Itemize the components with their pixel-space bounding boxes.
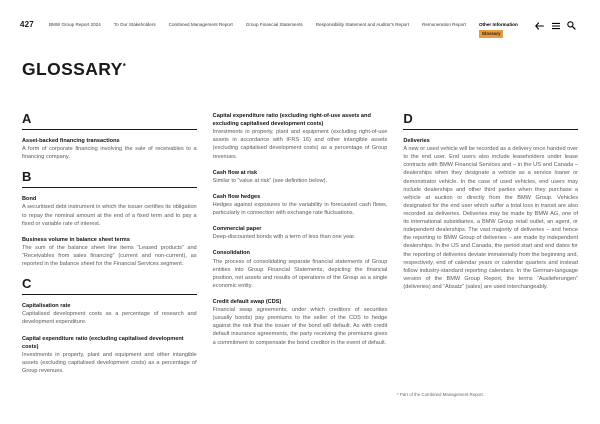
glossary-entry (213, 249, 388, 290)
page-number: 427 (20, 20, 34, 29)
entry-definition: A form of corporate financing involving the sale of receivables to a financing company. (22, 146, 197, 161)
glossary-entry (403, 137, 578, 291)
entry-definition: Deep-discounted bonds with a term of less than one year. (212, 234, 356, 241)
entry-definition: The process of consolidating separate financial statements of Group entities into Group Financial Statements, depicting the financial position, net assets and results of operations of the Group as a single economic entity. (212, 258, 388, 289)
nav-item-combined-management-report[interactable]: Combined Management Report (168, 22, 233, 28)
entry-term: Capitalisation rate (22, 303, 71, 310)
nav-item-remuneration-report[interactable]: Remuneration Report (422, 22, 466, 28)
glossary-columns (22, 112, 578, 383)
entry-definition: The sum of the balance sheet line items “Leased products” and “Receivables from sales financing” (current and non-current), as reported in the balance sheet for the Financial Services segment. (22, 244, 197, 268)
glossary-entry (213, 112, 388, 161)
entry-term: Deliveries (403, 138, 430, 144)
glossary-entry (22, 302, 197, 326)
letter-heading-c (22, 277, 197, 295)
page-title (22, 61, 126, 79)
letter-divider (22, 129, 197, 130)
glossary-entry (213, 193, 388, 217)
entry-term: Commercial paper (212, 226, 262, 233)
nav-group-other-information (479, 22, 518, 38)
glossary-entry (22, 236, 197, 268)
letter-divider (403, 129, 578, 130)
search-icon[interactable] (567, 21, 576, 30)
entry-definition: Investments in property, plant and equipment and other intangible assets (excluding capitalised development costs) as a percentage of Group revenues. (22, 351, 197, 374)
nav-item-bmw-group-report[interactable]: BMW Group Report 2024 (48, 22, 101, 28)
nav-item-other-information[interactable]: Other Information (478, 22, 518, 28)
entry-definition: Financial swap agreements, under which creditors of securities (usually bonds) pay premiums to the seller of the CDS to hedge against the risk that the issuer of the bond will default. As with credit default insurance agreements, the party receiving the premiums gives a commitment to compensate the bond creditor in the event of default. (212, 307, 388, 346)
back-arrow-icon[interactable] (535, 21, 544, 30)
glossary-entry (213, 298, 388, 347)
glossary-entry (22, 137, 197, 161)
active-section-badge[interactable]: Glossary (479, 30, 503, 38)
letter-divider (22, 294, 197, 295)
menu-icon[interactable] (551, 21, 560, 30)
entry-definition: A securitised debt instrument in which the issuer certifies its obligation to repay the nominal amount at the end of a fixed term and to pay a fixed or variable rate of interest. (22, 204, 197, 227)
page-title-text: GLOSSARY (22, 59, 123, 79)
glossary-column-1 (22, 112, 197, 383)
entry-definition: Investments in property, plant and equipment (excluding right-of-use assets in accordance with IFRS 16) and other intangible assets (excluding capitalised development costs) as a percentage of Group revenues. (212, 129, 388, 160)
letter-label: B (22, 169, 32, 185)
entry-term: Capital expenditure ratio (excluding capitalised development costs) (22, 335, 184, 350)
letter-heading-d (403, 112, 578, 130)
top-nav-bar (20, 21, 576, 38)
header-icons (535, 21, 576, 30)
glossary-entry (22, 335, 197, 376)
nav-item-group-financial-statements[interactable]: Group Financial Statements (245, 22, 303, 28)
entry-term: Cash flow at risk (212, 169, 258, 176)
nav-item-responsibility-statement[interactable]: Responsibility Statement and Auditor's Report (315, 22, 410, 28)
entry-term: Consolidation (212, 250, 250, 257)
entry-term: Bond (22, 196, 37, 203)
entry-term: Cash flow hedges (212, 193, 261, 200)
letter-heading-b (22, 170, 197, 188)
entry-definition: Similar to “value at risk” (see definition below). (212, 177, 328, 184)
letter-label: D (403, 111, 413, 126)
letter-heading-a (22, 112, 197, 130)
glossary-entry (213, 169, 388, 185)
letter-label: C (22, 276, 32, 292)
report-nav (49, 22, 518, 38)
entry-term: Capital expenditure ratio (excluding right-of-use assets and excluding capitalised development costs) (212, 113, 371, 128)
glossary-entry (22, 195, 197, 227)
entry-term: Credit default swap (CDS) (212, 298, 282, 305)
letter-divider (22, 187, 197, 188)
entry-term: Asset-backed financing transactions (22, 138, 120, 144)
page-footnote: * Part of the Combined Management Report. (397, 392, 484, 397)
title-footnote-marker: * (122, 62, 126, 71)
entry-term: Business volume in balance sheet terms (22, 236, 130, 243)
entry-definition: Hedges against exposures to the variability in forecasted cash flows, particularly in connection with exchange rate fluctuations. (212, 201, 388, 217)
entry-definition: A new or used vehicle will be recorded as a delivery once handed over to the end user. End users also include leaseholders under lease contracts with BMW Financial Services and – in the US and Canada – dealerships when they designate a vehicle as a service loaner or demonstrator vehicle. In the case of used vehicles, end users may include dealerships and other third parties when they purchase a vehicle at auction or directly from the BMW Group. Vehicles designated for the end user which suffer a total loss in transit are also recorded as deliveries. Deliveries may be made by BMW AG, one of its international subsidiaries, a BMW Group retail outlet, an agent, or independent dealerships. The vast majority of deliveries – and hence the reporting to BMW Group of deliveries – are made by independent dealerships. In the US and Canada, the period start and end dates for the reporting of deliveries deviate immaterially from the beginning and, respectively, end of calendar years or calendar quarters and instead follow industry-standard reporting calendars. In the German-language version of the BMW Group Report, the terms “Auslieferungen” (deliveries) and “Absatz” (sales) are used interchangeably. (403, 146, 579, 290)
glossary-column-3 (403, 112, 578, 383)
letter-label: A (22, 111, 32, 126)
entry-definition: Capitalised development costs as a percentage of research and development expenditure. (22, 311, 197, 326)
glossary-column-2 (213, 112, 388, 383)
nav-item-to-our-stakeholders[interactable]: To Our Stakeholders (113, 22, 156, 28)
glossary-entry (213, 225, 388, 241)
